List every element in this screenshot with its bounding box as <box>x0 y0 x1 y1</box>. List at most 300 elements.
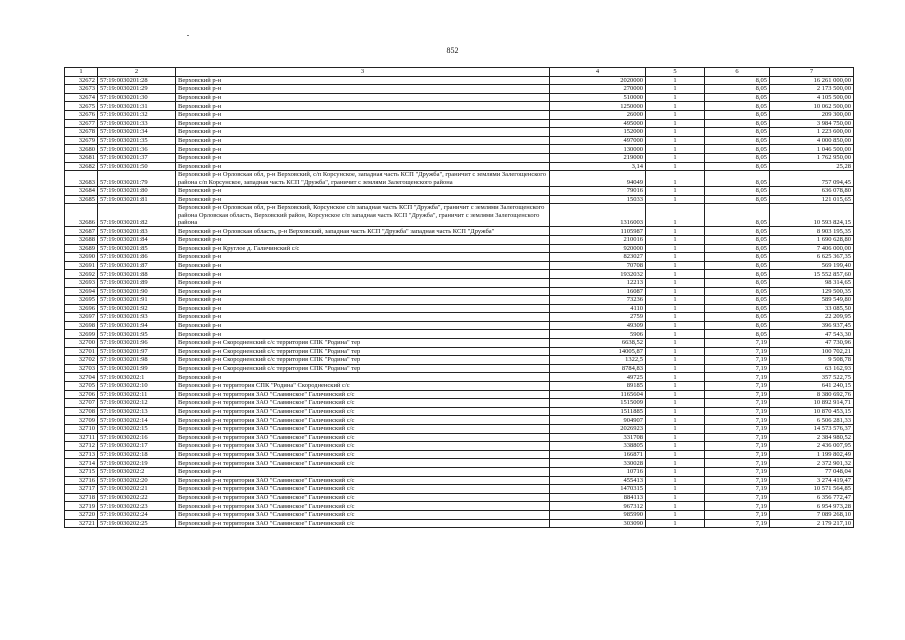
cell-cadastral-number: 57:19:0030201:86 <box>98 253 176 262</box>
cell-location: Верховский р-н Орловская область, р-н Верховский, западная часть КСП "Дружба" западная часть КСП "Дружба" <box>176 227 550 236</box>
cell-location: Верховский р-н Скородненский с/с территория СПК "Родина" тер <box>176 356 550 365</box>
cell-value: 121 015,65 <box>770 195 854 204</box>
cell-rate: 8,05 <box>705 313 770 322</box>
cell-row-number: 32718 <box>65 493 98 502</box>
cell-area: 1470315 <box>550 485 646 494</box>
cell-row-number: 32681 <box>65 153 98 162</box>
cell-count: 1 <box>646 195 705 204</box>
cell-cadastral-number: 57:19:0030201:98 <box>98 356 176 365</box>
cell-row-number: 32682 <box>65 162 98 171</box>
cell-area: 4110 <box>550 304 646 313</box>
cell-location: Верховский р-н Скородненский с/с территория СПК "Родина" тер <box>176 347 550 356</box>
cell-location: Верховский р-н <box>176 304 550 313</box>
cell-rate: 8,05 <box>705 186 770 195</box>
cell-count: 1 <box>646 93 705 102</box>
cell-rate: 7,19 <box>705 476 770 485</box>
cell-area: 1515009 <box>550 399 646 408</box>
cell-rate: 7,19 <box>705 510 770 519</box>
table-row <box>65 313 854 322</box>
table-row <box>65 399 854 408</box>
cell-row-number: 32704 <box>65 373 98 382</box>
cell-count: 1 <box>646 425 705 434</box>
cell-area: 130000 <box>550 145 646 154</box>
cell-location: Верховский р-н <box>176 270 550 279</box>
cell-rate: 8,05 <box>705 128 770 137</box>
cell-row-number: 32696 <box>65 304 98 313</box>
cell-rate: 8,05 <box>705 204 770 227</box>
cell-row-number: 32693 <box>65 278 98 287</box>
cell-cadastral-number: 57:19:0030202:19 <box>98 459 176 468</box>
cell-cadastral-number: 57:19:0030201:97 <box>98 347 176 356</box>
cell-row-number: 32690 <box>65 253 98 262</box>
cell-area: 79016 <box>550 186 646 195</box>
cell-cadastral-number: 57:19:0030202:11 <box>98 390 176 399</box>
cell-value: 8 380 692,76 <box>770 390 854 399</box>
table-row <box>65 278 854 287</box>
cell-cadastral-number: 57:19:0030201:79 <box>98 171 176 187</box>
cell-area: 219000 <box>550 153 646 162</box>
cell-rate: 8,05 <box>705 270 770 279</box>
cell-value: 1 046 500,00 <box>770 145 854 154</box>
cell-cadastral-number: 57:19:0030201:90 <box>98 287 176 296</box>
cell-location: Верховский р-н территория ЗАО "Славянское" Галичинский с/с <box>176 425 550 434</box>
cell-rate: 8,05 <box>705 145 770 154</box>
cell-count: 1 <box>646 171 705 187</box>
cell-value: 10 892 914,71 <box>770 399 854 408</box>
cell-count: 1 <box>646 390 705 399</box>
cell-location: Верховский р-н <box>176 102 550 111</box>
cell-count: 1 <box>646 356 705 365</box>
cell-cadastral-number: 57:19:0030202:24 <box>98 510 176 519</box>
cell-row-number: 32716 <box>65 476 98 485</box>
cell-count: 1 <box>646 364 705 373</box>
table-row <box>65 416 854 425</box>
column-header-2: 2 <box>98 68 176 77</box>
table-row <box>65 93 854 102</box>
cell-cadastral-number: 57:19:0030202:25 <box>98 519 176 528</box>
cell-row-number: 32673 <box>65 85 98 94</box>
cell-value: 1 199 802,49 <box>770 450 854 459</box>
cell-cadastral-number: 57:19:0030201:85 <box>98 244 176 253</box>
cell-area: 920000 <box>550 244 646 253</box>
cell-value: 100 702,21 <box>770 347 854 356</box>
cell-area: 330028 <box>550 459 646 468</box>
table-row <box>65 85 854 94</box>
cell-location: Верховский р-н Орловская обл, р-н Верховский, с/п Корсунское, западная часть КСП "Дружба", граничит с землями Залегощенского района с/п Корсунское, западная часть КСП "Дружба", граничит с землями Залегощенского района <box>176 171 550 187</box>
cell-rate: 7,19 <box>705 493 770 502</box>
column-header-7: 7 <box>770 68 854 77</box>
table-row <box>65 476 854 485</box>
cell-value: 7 406 000,00 <box>770 244 854 253</box>
cell-value: 3 274 419,47 <box>770 476 854 485</box>
cell-row-number: 32687 <box>65 227 98 236</box>
cell-cadastral-number: 57:19:0030201:30 <box>98 93 176 102</box>
cell-area: 1105987 <box>550 227 646 236</box>
column-header-5: 5 <box>646 68 705 77</box>
cell-value: 2 173 500,00 <box>770 85 854 94</box>
table-row <box>65 227 854 236</box>
cell-location: Верховский р-н <box>176 85 550 94</box>
cell-cadastral-number: 57:19:0030202:22 <box>98 493 176 502</box>
cell-row-number: 32684 <box>65 186 98 195</box>
cell-count: 1 <box>646 296 705 305</box>
cell-rate: 7,19 <box>705 356 770 365</box>
table-body <box>65 76 854 528</box>
cell-area: 331708 <box>550 433 646 442</box>
cell-value: 10 571 564,85 <box>770 485 854 494</box>
cell-rate: 7,19 <box>705 485 770 494</box>
cell-cadastral-number: 57:19:0030202:20 <box>98 476 176 485</box>
table-row <box>65 442 854 451</box>
cell-value: 9 508,78 <box>770 356 854 365</box>
table-row <box>65 510 854 519</box>
cell-cadastral-number: 57:19:0030201:83 <box>98 227 176 236</box>
table-row <box>65 321 854 330</box>
cell-location: Верховский р-н территория ЗАО "Славянское" Галичинский с/с <box>176 519 550 528</box>
cell-area: 1165604 <box>550 390 646 399</box>
cell-count: 1 <box>646 416 705 425</box>
cell-value: 10 593 824,15 <box>770 204 854 227</box>
cell-row-number: 32672 <box>65 76 98 85</box>
cell-count: 1 <box>646 476 705 485</box>
table-row <box>65 153 854 162</box>
table-row <box>65 186 854 195</box>
cell-rate: 7,19 <box>705 399 770 408</box>
cell-value: 33 085,50 <box>770 304 854 313</box>
cell-cadastral-number: 57:19:0030202:2 <box>98 467 176 476</box>
cell-location: Верховский р-н <box>176 253 550 262</box>
cell-location: Верховский р-н <box>176 110 550 119</box>
column-header-3: 3 <box>176 68 550 77</box>
cell-rate: 8,05 <box>705 93 770 102</box>
cell-area: 338805 <box>550 442 646 451</box>
cell-value: 1 762 950,00 <box>770 153 854 162</box>
cell-cadastral-number: 57:19:0030202:23 <box>98 502 176 511</box>
cell-rate: 7,19 <box>705 425 770 434</box>
table-row <box>65 339 854 348</box>
cell-location: Верховский р-н <box>176 330 550 339</box>
cell-count: 1 <box>646 321 705 330</box>
cell-location: Верховский р-н территория СПК "Родина" Скородненский с/с <box>176 382 550 391</box>
cell-rate: 8,05 <box>705 162 770 171</box>
table-row <box>65 373 854 382</box>
cell-value: 10 870 453,15 <box>770 407 854 416</box>
cell-rate: 7,19 <box>705 373 770 382</box>
cell-location: Верховский р-н территория ЗАО "Славянское" Галичинский с/с <box>176 390 550 399</box>
cell-area: 10716 <box>550 467 646 476</box>
table-header <box>65 68 854 77</box>
cell-location: Верховский р-н <box>176 296 550 305</box>
cell-cadastral-number: 57:19:0030201:36 <box>98 145 176 154</box>
table-row <box>65 110 854 119</box>
cell-count: 1 <box>646 204 705 227</box>
table-row <box>65 195 854 204</box>
cell-value: 641 240,15 <box>770 382 854 391</box>
cell-rate: 8,05 <box>705 321 770 330</box>
cell-count: 1 <box>646 373 705 382</box>
cell-area: 985990 <box>550 510 646 519</box>
cell-cadastral-number: 57:19:0030201:94 <box>98 321 176 330</box>
cell-rate: 8,05 <box>705 304 770 313</box>
cell-cadastral-number: 57:19:0030202:21 <box>98 485 176 494</box>
cell-location: Верховский р-н <box>176 235 550 244</box>
cell-count: 1 <box>646 145 705 154</box>
cell-row-number: 32678 <box>65 128 98 137</box>
cell-location: Верховский р-н <box>176 278 550 287</box>
cell-rate: 7,19 <box>705 450 770 459</box>
cell-cadastral-number: 57:19:0030202:17 <box>98 442 176 451</box>
cell-count: 1 <box>646 261 705 270</box>
cell-cadastral-number: 57:19:0030202:15 <box>98 425 176 434</box>
cell-row-number: 32712 <box>65 442 98 451</box>
cell-row-number: 32692 <box>65 270 98 279</box>
cell-location: Верховский р-н Круглое д. Галичинский с/с <box>176 244 550 253</box>
cell-value: 22 209,95 <box>770 313 854 322</box>
cell-area: 89185 <box>550 382 646 391</box>
cell-area: 510000 <box>550 93 646 102</box>
cell-area: 16087 <box>550 287 646 296</box>
cell-cadastral-number: 57:19:0030202:10 <box>98 382 176 391</box>
cell-value: 4 000 850,00 <box>770 136 854 145</box>
cell-count: 1 <box>646 244 705 253</box>
cell-cadastral-number: 57:19:0030201:34 <box>98 128 176 137</box>
cell-rate: 8,05 <box>705 195 770 204</box>
cell-location: Верховский р-н <box>176 136 550 145</box>
table-row <box>65 270 854 279</box>
cell-row-number: 32686 <box>65 204 98 227</box>
cell-area: 1316003 <box>550 204 646 227</box>
cell-rate: 8,05 <box>705 153 770 162</box>
cell-rate: 7,19 <box>705 519 770 528</box>
cell-rate: 8,05 <box>705 119 770 128</box>
cell-count: 1 <box>646 382 705 391</box>
table-row <box>65 253 854 262</box>
cell-area: 1322,5 <box>550 356 646 365</box>
cell-value: 10 062 500,00 <box>770 102 854 111</box>
cell-count: 1 <box>646 485 705 494</box>
cell-area: 152000 <box>550 128 646 137</box>
cell-area: 94049 <box>550 171 646 187</box>
cell-value: 8 903 195,35 <box>770 227 854 236</box>
cell-count: 1 <box>646 493 705 502</box>
cell-row-number: 32706 <box>65 390 98 399</box>
cell-location: Верховский р-н <box>176 287 550 296</box>
cell-rate: 8,05 <box>705 102 770 111</box>
cell-rate: 8,05 <box>705 76 770 85</box>
cell-rate: 8,05 <box>705 253 770 262</box>
cell-count: 1 <box>646 339 705 348</box>
table-row <box>65 76 854 85</box>
cell-cadastral-number: 57:19:0030201:50 <box>98 162 176 171</box>
cell-cadastral-number: 57:19:0030201:82 <box>98 204 176 227</box>
cell-cadastral-number: 57:19:0030202:14 <box>98 416 176 425</box>
cell-row-number: 32677 <box>65 119 98 128</box>
table-row <box>65 390 854 399</box>
cell-value: 636 078,80 <box>770 186 854 195</box>
cell-cadastral-number: 57:19:0030202:13 <box>98 407 176 416</box>
cell-cadastral-number: 57:19:0030201:31 <box>98 102 176 111</box>
cell-area: 2026923 <box>550 425 646 434</box>
cell-value: 16 261 000,00 <box>770 76 854 85</box>
cell-location: Верховский р-н территория ЗАО "Славянское" Галичинский с/с <box>176 433 550 442</box>
cell-row-number: 32707 <box>65 399 98 408</box>
table-row <box>65 459 854 468</box>
cell-rate: 8,05 <box>705 85 770 94</box>
cell-value: 569 199,40 <box>770 261 854 270</box>
cell-count: 1 <box>646 102 705 111</box>
cell-area: 2759 <box>550 313 646 322</box>
cell-rate: 7,19 <box>705 442 770 451</box>
cell-cadastral-number: 57:19:0030201:81 <box>98 195 176 204</box>
cell-rate: 7,19 <box>705 382 770 391</box>
cell-cadastral-number: 57:19:0030201:93 <box>98 313 176 322</box>
cell-row-number: 32699 <box>65 330 98 339</box>
cell-location: Верховский р-н <box>176 321 550 330</box>
cell-location: Верховский р-н территория ЗАО "Славянское" Галичинский с/с <box>176 407 550 416</box>
cell-row-number: 32688 <box>65 235 98 244</box>
cell-area: 49309 <box>550 321 646 330</box>
cell-count: 1 <box>646 347 705 356</box>
cell-count: 1 <box>646 330 705 339</box>
cell-cadastral-number: 57:19:0030202:1 <box>98 373 176 382</box>
cell-rate: 8,05 <box>705 330 770 339</box>
cell-row-number: 32715 <box>65 467 98 476</box>
cell-location: Верховский р-н территория ЗАО "Славянское" Галичинский с/с <box>176 450 550 459</box>
table-row <box>65 235 854 244</box>
cell-count: 1 <box>646 407 705 416</box>
cell-cadastral-number: 57:19:0030201:29 <box>98 85 176 94</box>
cell-rate: 7,19 <box>705 459 770 468</box>
cell-area: 6638,52 <box>550 339 646 348</box>
cell-location: Верховский р-н <box>176 261 550 270</box>
cell-cadastral-number: 57:19:0030201:92 <box>98 304 176 313</box>
cell-count: 1 <box>646 186 705 195</box>
cell-area: 12213 <box>550 278 646 287</box>
cell-cadastral-number: 57:19:0030201:80 <box>98 186 176 195</box>
table-row <box>65 102 854 111</box>
table-row <box>65 119 854 128</box>
cell-count: 1 <box>646 278 705 287</box>
cell-count: 1 <box>646 510 705 519</box>
cell-area: 166871 <box>550 450 646 459</box>
cell-location: Верховский р-н территория ЗАО "Славянское" Галичинский с/с <box>176 502 550 511</box>
cell-count: 1 <box>646 519 705 528</box>
cell-row-number: 32675 <box>65 102 98 111</box>
cell-value: 2 179 217,10 <box>770 519 854 528</box>
table-row <box>65 519 854 528</box>
cell-count: 1 <box>646 119 705 128</box>
cell-cadastral-number: 57:19:0030202:12 <box>98 399 176 408</box>
cell-area: 967312 <box>550 502 646 511</box>
cell-area: 3,14 <box>550 162 646 171</box>
cell-cadastral-number: 57:19:0030201:95 <box>98 330 176 339</box>
cell-rate: 8,05 <box>705 287 770 296</box>
cell-row-number: 32708 <box>65 407 98 416</box>
table-row <box>65 145 854 154</box>
cell-area: 1932032 <box>550 270 646 279</box>
table-row <box>65 450 854 459</box>
cell-value: 98 314,65 <box>770 278 854 287</box>
cell-location: Верховский р-н <box>176 467 550 476</box>
cell-rate: 7,19 <box>705 467 770 476</box>
cell-area: 823027 <box>550 253 646 262</box>
cell-row-number: 32705 <box>65 382 98 391</box>
cell-row-number: 32685 <box>65 195 98 204</box>
cell-value: 47 730,96 <box>770 339 854 348</box>
cell-location: Верховский р-н территория ЗАО "Славянское" Галичинский с/с <box>176 459 550 468</box>
cell-value: 1 223 600,00 <box>770 128 854 137</box>
cell-rate: 7,19 <box>705 433 770 442</box>
cell-rate: 7,19 <box>705 339 770 348</box>
cell-count: 1 <box>646 459 705 468</box>
cell-value: 129 500,35 <box>770 287 854 296</box>
cell-area: 73236 <box>550 296 646 305</box>
table-row <box>65 485 854 494</box>
cell-value: 757 094,45 <box>770 171 854 187</box>
cell-count: 1 <box>646 153 705 162</box>
cell-location: Верховский р-н <box>176 195 550 204</box>
table-row <box>65 433 854 442</box>
cell-cadastral-number: 57:19:0030201:88 <box>98 270 176 279</box>
table-row <box>65 502 854 511</box>
cell-rate: 8,05 <box>705 278 770 287</box>
cell-area: 5906 <box>550 330 646 339</box>
cell-location: Верховский р-н территория ЗАО "Славянское" Галичинский с/с <box>176 510 550 519</box>
column-header-1: 1 <box>65 68 98 77</box>
cell-value: 7 089 268,10 <box>770 510 854 519</box>
cell-value: 6 506 281,33 <box>770 416 854 425</box>
cell-rate: 8,05 <box>705 171 770 187</box>
cell-row-number: 32674 <box>65 93 98 102</box>
cell-location: Верховский р-н территория ЗАО "Славянское" Галичинский с/с <box>176 493 550 502</box>
cell-location: Верховский р-н территория ЗАО "Славянское" Галичинский с/с <box>176 485 550 494</box>
cell-area: 270000 <box>550 85 646 94</box>
cell-rate: 7,19 <box>705 407 770 416</box>
cell-cadastral-number: 57:19:0030201:96 <box>98 339 176 348</box>
cell-row-number: 32676 <box>65 110 98 119</box>
cell-area: 1511885 <box>550 407 646 416</box>
cell-location: Верховский р-н территория ЗАО "Славянское" Галичинский с/с <box>176 416 550 425</box>
cell-row-number: 32680 <box>65 145 98 154</box>
table-row <box>65 347 854 356</box>
cell-value: 6 954 973,28 <box>770 502 854 511</box>
table-row <box>65 467 854 476</box>
cell-location: Верховский р-н Скородненский с/с территория СПК "Родина" тер <box>176 364 550 373</box>
cell-row-number: 32694 <box>65 287 98 296</box>
cell-count: 1 <box>646 270 705 279</box>
table-row <box>65 244 854 253</box>
table-row <box>65 330 854 339</box>
cell-cadastral-number: 57:19:0030201:87 <box>98 261 176 270</box>
scan-speck <box>187 35 189 36</box>
table-row <box>65 162 854 171</box>
cell-location: Верховский р-н Орловская обл, р-н Верховский, Корсунское с/п западная часть КСП "Дружба", граничит с землями Залегощенского района Орловская область, Верховский район, Корсунское с/п западная часть КСП "Дружба", граничит с землями Залегощенского района <box>176 204 550 227</box>
cell-cadastral-number: 57:19:0030202:16 <box>98 433 176 442</box>
cell-count: 1 <box>646 76 705 85</box>
cell-area: 8784,83 <box>550 364 646 373</box>
cell-location: Верховский р-н <box>176 145 550 154</box>
cell-row-number: 32679 <box>65 136 98 145</box>
table-row <box>65 128 854 137</box>
cell-location: Верховский р-н <box>176 373 550 382</box>
cell-area: 495000 <box>550 119 646 128</box>
cell-location: Верховский р-н <box>176 313 550 322</box>
table-row <box>65 304 854 313</box>
cell-area: 497000 <box>550 136 646 145</box>
cell-row-number: 32711 <box>65 433 98 442</box>
cell-count: 1 <box>646 313 705 322</box>
table-row <box>65 364 854 373</box>
